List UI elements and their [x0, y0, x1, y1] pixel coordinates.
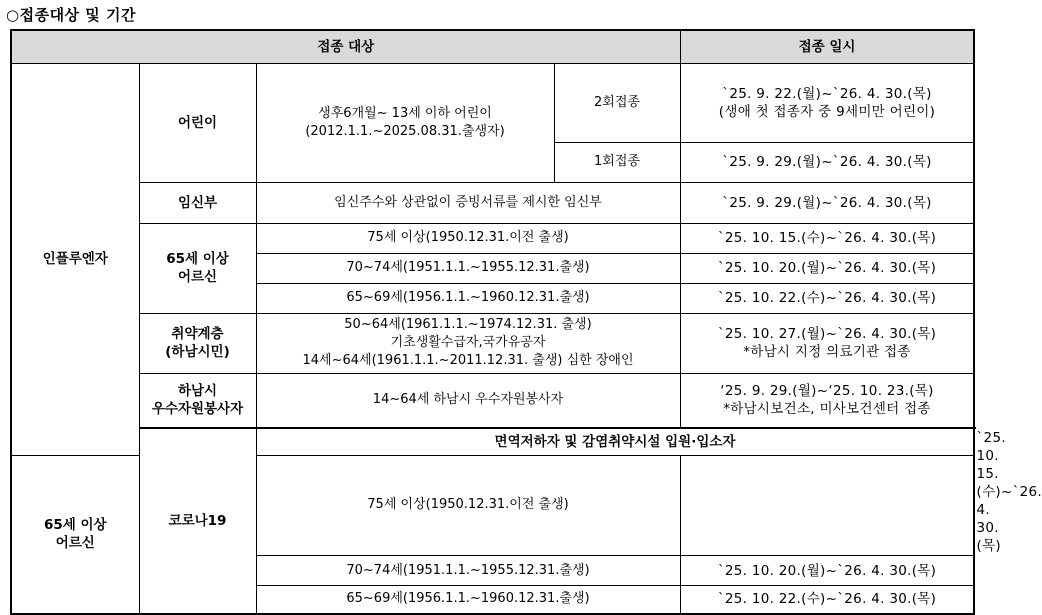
vulnerable-date [680, 313, 974, 373]
volunteer-label [139, 373, 256, 428]
elderly-label-line1: 65세 이상 [166, 251, 229, 267]
vulnerable-label-line1: 취약계층 [171, 326, 224, 342]
covid-elderly-label-line1: 65세 이상 [43, 517, 107, 533]
vulnerable-date-line2: *하남시 지정 의료기관 접종 [743, 344, 911, 360]
children-label: 어린이 [139, 63, 256, 182]
volunteer-date [680, 373, 974, 428]
volunteer-label-line1: 하남시 [177, 383, 218, 400]
dose2-date [680, 63, 974, 142]
covid-row-desc: 70~74세(1951.1.1.~1955.12.31.출생) [256, 556, 680, 586]
dose1-date: `25. 9. 29.(월)~`26. 4. 30.(목) [680, 142, 974, 182]
vulnerable-desc [256, 313, 680, 373]
vulnerable-desc-line1: 50~64세(1961.1.1.~1974.12.31. 출생) [344, 317, 592, 332]
vulnerable-date-line1: `25. 10. 27.(월)~`26. 4. 30.(목) [717, 326, 937, 342]
covid-elderly-label [11, 455, 139, 614]
pregnant-desc: 임신주수와 상관없이 증빙서류를 제시한 임신부 [256, 182, 680, 223]
vulnerable-desc-line3: 14세~64세(1961.1.1.~2011.12.31. 출생) 심한 장애인 [302, 353, 634, 368]
volunteer-desc: 14~64세 하남시 우수자원봉사자 [256, 373, 680, 428]
covid-facility-desc: 면역저하자 및 감염취약시설 입원·입소자 [256, 428, 974, 455]
children-desc-line2: (2012.1.1.~2025.08.31.출생자) [305, 123, 505, 139]
vulnerable-label-line2: (하남시민) [165, 344, 230, 360]
header-date: 접종 일시 [680, 30, 974, 63]
vaccination-schedule-table: 접종 대상 접종 일시 인플루엔자 어린이 생후6개월~ 13세 이하 어린이 (2012.1.1.~2025.08.31.출생자) 2회접종 `25. 9. 22.(월)~`26. 4. 30.(목) (생애 첫 접종자 중 9세미만 어린이) 1회접종 `25. 9. 29.(월)~`26. 4. 30.(목) 임신부 임신주수와 상관없이 증빙서류를 제시한 임신부 `25. 9. 29.(월)~`26. 4. 30.(목) 65세 이상 어르신 75세 이상(1950.12.31.이전 출생) `25. 10. 15.(수)~`26. 4. 30.(목) 70~74세(1951.1.1.~1955.12.31.출생) `25. 10. 20.(월)~`26. 4. 30.(목) 65~69세(1956.1.1.~1960.12.31.출생) `25. 10. 22.(수)~`26. 4. 30.(목) 취약계층 (하남시민) 50~64세(1961.1.1.~1974.12.31. 출생) 기초생활수급자,국가유공자 14세~64세(1961.1.1.~2011.12.31. 출생) 심한 장애인 `25. 10. 27.(월)~`26. 4. 30.(목) *하남시 지정 의료기관 접종 하남시 우수자원봉사자 14~64세 하남시 우수자원봉사자 ‘25. 9. 29.(월)~‘25. 10. 23.(목) *하남시보건소, 미사보건센터 접종 코로나19 면역저하자 및 감염취약시설 입원·입소자 `25. 10. 15.(수)~`26. 4. 30.(목) 65세 이상 어르신 75세 이상(1950.12.31.이전 출생) 70~74세(1951.1.1.~1955.12.31.출생) `25. 10. 20.(월)~`26. 4. 30.(목) 65~69세(1956.1.1.~1960.12.31.출생) `25. 10. 22.(수)~`26. 4. 30.(목) [10, 29, 975, 615]
dose2-date-line2: (생애 첫 접종자 중 9세미만 어린이) [718, 103, 936, 120]
elderly-label-line2: 어르신 [177, 269, 218, 285]
elderly-row-desc: 70~74세(1951.1.1.~1955.12.31.출생) [256, 253, 680, 283]
covid-label: 코로나19 [139, 428, 256, 614]
elderly-row-date: `25. 10. 20.(월)~`26. 4. 30.(목) [680, 253, 974, 283]
dose2-date-line1: `25. 9. 22.(월)~`26. 4. 30.(목) [722, 85, 932, 102]
covid-row-date: `25. 10. 22.(수)~`26. 4. 30.(목) [680, 586, 974, 614]
elderly-label [139, 223, 256, 313]
elderly-row-date: `25. 10. 15.(수)~`26. 4. 30.(목) [680, 223, 974, 253]
influenza-label: 인플루엔자 [11, 63, 139, 455]
pregnant-date: `25. 9. 29.(월)~`26. 4. 30.(목) [680, 182, 974, 223]
volunteer-date-line1: ‘25. 9. 29.(월)~‘25. 10. 23.(목) [720, 383, 934, 400]
dose1-label: 1회접종 [554, 142, 680, 182]
vulnerable-label [139, 313, 256, 373]
elderly-row-desc: 75세 이상(1950.12.31.이전 출생) [256, 223, 680, 253]
children-desc [256, 63, 554, 182]
elderly-row-date: `25. 10. 22.(수)~`26. 4. 30.(목) [680, 283, 974, 313]
children-desc-line1: 생후6개월~ 13세 이하 어린이 [318, 105, 492, 121]
volunteer-label-line2: 우수자원봉사자 [151, 401, 244, 418]
header-target: 접종 대상 [11, 30, 680, 63]
vulnerable-desc-line2: 기초생활수급자,국가유공자 [390, 335, 546, 350]
covid-elderly-label-line2: 어르신 [55, 535, 95, 551]
pregnant-label: 임신부 [139, 182, 256, 223]
volunteer-date-line2: *하남시보건소, 미사보건센터 접종 [723, 401, 931, 418]
covid-row-desc: 75세 이상(1950.12.31.이전 출생) [256, 455, 680, 556]
dose2-label: 2회접종 [554, 63, 680, 142]
elderly-row-desc: 65~69세(1956.1.1.~1960.12.31.출생) [256, 283, 680, 313]
covid-row-date: `25. 10. 20.(월)~`26. 4. 30.(목) [680, 556, 974, 586]
covid-row-desc: 65~69세(1956.1.1.~1960.12.31.출생) [256, 586, 680, 614]
section-heading: ○접종대상 및 기간 [6, 6, 136, 24]
